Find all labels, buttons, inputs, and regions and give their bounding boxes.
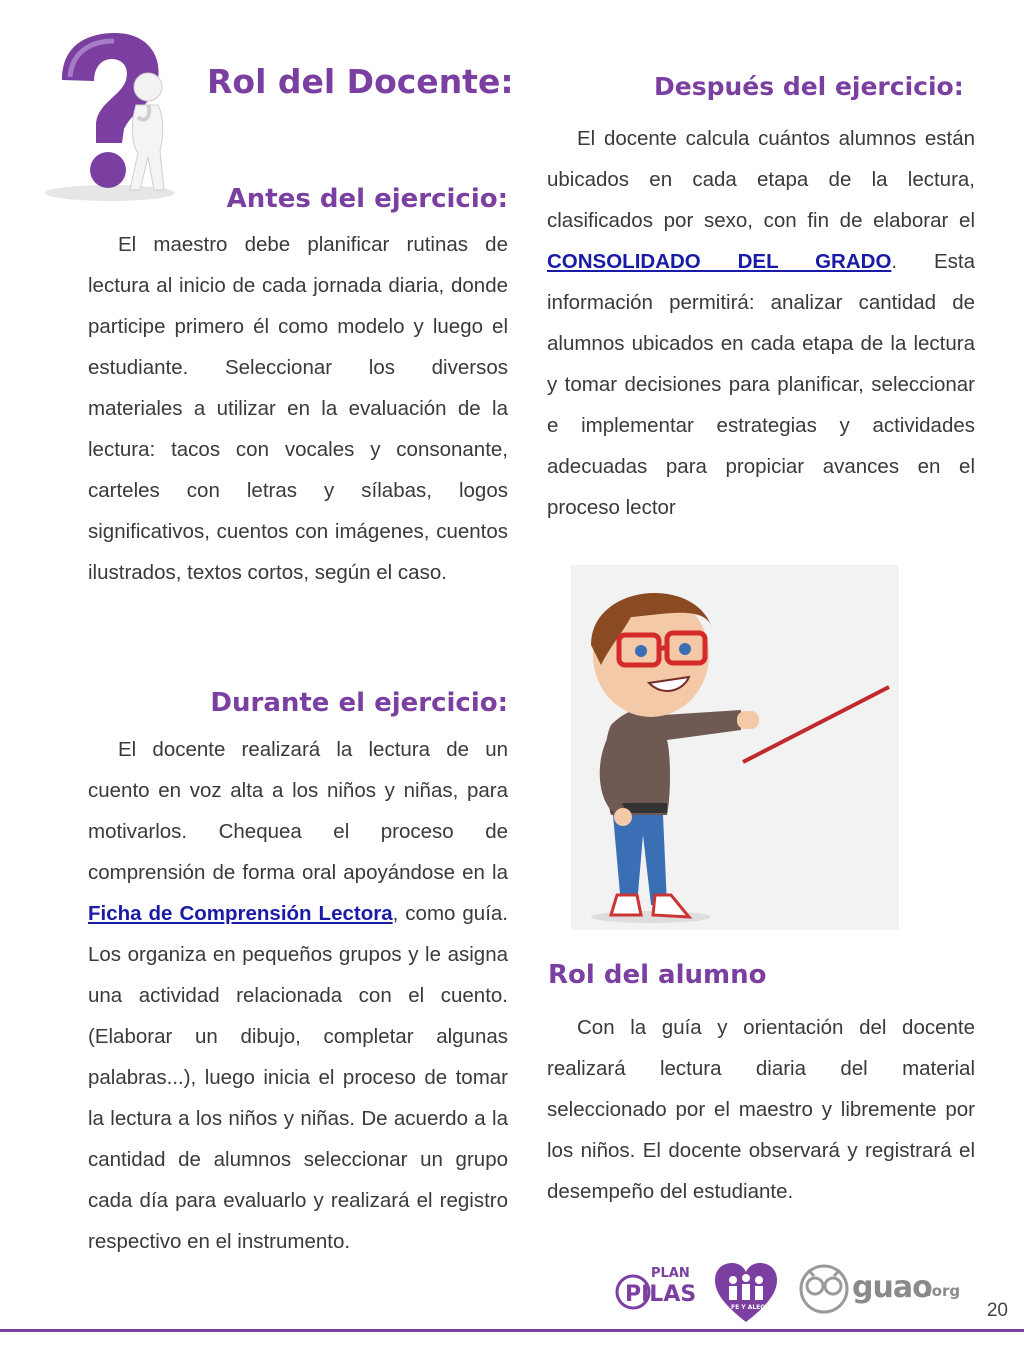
durante-text-2: , como guía. Los organiza en pequeños grupos y le asigna una actividad relacionada con el cuento. (Elaborar un dibujo, completar algunas palabras...), luego inicia el proceso de tomar la lectura a los niños y niñas. De acuerdo a la cantidad de alumnos seleccionar un grupo cada día para evaluarlo y realizará el registro respectivo en el instrumento. xyxy=(88,902,509,1253)
durante-paragraph xyxy=(88,729,508,1262)
question-mark-illustration xyxy=(40,25,190,205)
footer-divider xyxy=(0,1329,1024,1332)
durante-text-1: El docente realizará la lectura de un cuento en voz alta a los niños y niñas, para motivarlos. Chequea el proceso de comprensión de forma oral apoyándose en la xyxy=(88,738,508,884)
antes-paragraph xyxy=(88,224,508,593)
despues-paragraph xyxy=(547,118,975,528)
fe-y-alegria-text: FE Y ALEGRÍA xyxy=(731,1304,777,1311)
page-number: 20 xyxy=(986,1300,1008,1321)
despues-text-2: . Esta información permitirá: analizar cantidad de alumnos ubicados en cada etapa de la lectura y tomar decisiones para planificar, seleccionar e implementar estrategias y actividades adecuadas para propiciar avances en el proceso lector xyxy=(547,250,975,519)
guao-logo xyxy=(798,1262,968,1314)
plan-pilas-logo xyxy=(615,1266,695,1314)
despues-heading: Después del ejercicio: xyxy=(654,72,964,101)
alumno-heading: Rol del alumno xyxy=(548,960,767,990)
alumno-text: Con la guía y orientación del docente realizará lectura diaria del material seleccionado por el maestro y libremente por los niños. El docente observará y registrará el desempeño del estudiante. xyxy=(547,1016,975,1203)
durante-heading: Durante el ejercicio: xyxy=(210,688,508,718)
plan-logo-bottom: PILAS xyxy=(625,1282,697,1307)
guao-text: guao xyxy=(852,1270,932,1305)
page-title: Rol del Docente: xyxy=(207,62,514,101)
teacher-illustration xyxy=(571,565,899,930)
antes-text: El maestro debe planificar rutinas de lectura al inicio de cada jornada diaria, donde participe primero él como modelo y luego el estudiante. Seleccionar los diversos materiales a utilizar en la evaluación de la lectura: tacos con vocales y consonante, carteles con letras y sílabas, logos significativos, cuentos con imágenes, cuentos ilustrados, textos cortos, según el caso. xyxy=(88,233,508,584)
consolidado-link[interactable]: CONSOLIDADO DEL GRADO xyxy=(547,250,892,273)
fe-y-alegria-logo xyxy=(713,1262,779,1324)
despues-text-1: El docente calcula cuántos alumnos están ubicados en cada etapa de la lectura, clasificados por sexo, con fin de elaborar el xyxy=(547,127,975,232)
plan-logo-top: PLAN xyxy=(651,1266,690,1281)
ficha-comprension-link[interactable]: Ficha de Comprensión Lectora xyxy=(88,902,393,925)
guao-suffix: .org xyxy=(926,1282,961,1300)
alumno-paragraph xyxy=(547,1007,975,1212)
antes-heading: Antes del ejercicio: xyxy=(226,184,508,214)
